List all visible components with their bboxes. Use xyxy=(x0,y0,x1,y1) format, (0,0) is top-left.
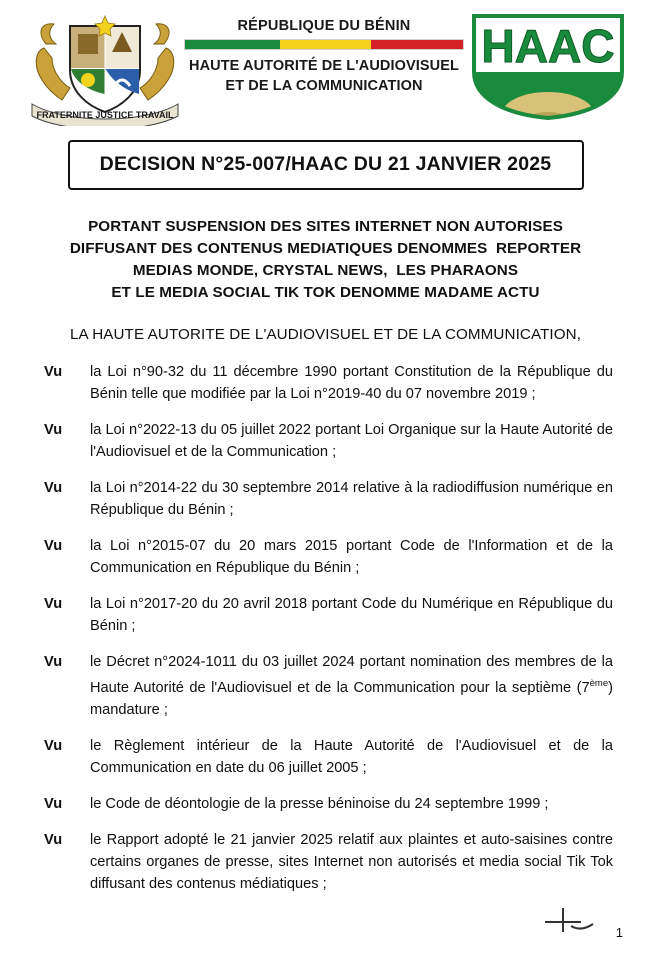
vu-text xyxy=(90,651,617,721)
republic-line: RÉPUBLIQUE DU BÉNIN xyxy=(237,18,411,34)
vu-item xyxy=(38,593,617,637)
vu-label: Vu xyxy=(44,596,63,612)
vu-item xyxy=(38,735,617,779)
authority-line-2: ET DE LA COMMUNICATION xyxy=(225,78,423,94)
haac-logo-text: HAAC xyxy=(481,20,615,72)
vu-text: le Rapport adopté le 21 janvier 2025 relatif aux plaintes et auto-saisines contre certains organes de presse, sites Internet non autorisés et media social Tik Tok diffusant des contenus médiatiques ; xyxy=(90,831,613,892)
vu-item xyxy=(38,535,617,579)
decision-title: DECISION N°25-007/HAAC DU 21 JANVIER 2025 xyxy=(99,153,552,175)
object-line-3: MEDIAS MONDE, CRYSTAL NEWS, LES PHARAONS xyxy=(132,262,519,279)
vu-text: la Loi n°2017-20 du 20 avril 2018 portant Code du Numérique en République du Bénin ; xyxy=(90,596,613,634)
vu-label: Vu xyxy=(44,480,63,496)
haac-logo xyxy=(464,10,632,118)
vu-text: le Règlement intérieur de la Haute Autorité de l'Audiovisuel et de la Communication en date du 06 juillet 2005 ; xyxy=(90,737,613,776)
flag-yellow-band xyxy=(280,40,372,49)
object-line-1: PORTANT SUSPENSION DES SITES INTERNET NON AUTORISES xyxy=(88,218,563,235)
vu-label: Vu xyxy=(44,654,63,670)
vu-label: Vu xyxy=(44,364,63,380)
flag-red-band xyxy=(371,40,463,49)
vu-label: Vu xyxy=(44,538,63,554)
authority-line-1: HAUTE AUTORITÉ DE L'AUDIOVISUEL xyxy=(189,58,459,74)
authority-statement: LA HAUTE AUTORITE DE L'AUDIOVISUEL ET DE LA COMMUNICATION, xyxy=(69,326,582,343)
vu-label: Vu xyxy=(44,831,63,848)
vu-label: Vu xyxy=(44,795,63,812)
vu-item xyxy=(38,793,617,815)
flag-green-band xyxy=(185,40,280,49)
vu-label: Vu xyxy=(44,422,63,438)
document-header xyxy=(26,0,625,126)
vu-item xyxy=(38,651,617,721)
vu-item xyxy=(38,361,617,405)
vu-item xyxy=(38,829,617,895)
vu-text: la Loi n°2014-22 du 30 septembre 2014 relative à la radiodiffusion numérique en République du Bénin ; xyxy=(90,480,613,518)
decision-object xyxy=(46,216,606,304)
object-line-4: ET LE MEDIA SOCIAL TIK TOK DENOMME MADAME ACTU xyxy=(111,284,540,301)
vu-item xyxy=(38,477,617,521)
vu-list xyxy=(26,361,625,895)
crest-motto-text: FRATERNITE JUSTICE TRAVAIL xyxy=(36,110,174,120)
page-number: 1 xyxy=(615,925,623,940)
vu-text: la Loi n°90-32 du 11 décembre 1990 portant Constitution de la République du Bénin telle que modifiée par la Loi n°2019-40 du 07 novembre 2019 ; xyxy=(90,364,613,402)
signature-mark-icon xyxy=(541,904,599,934)
vu-text-suffix: ) mandature ; xyxy=(90,679,613,718)
document-footer xyxy=(0,900,651,952)
benin-flag-bar xyxy=(184,39,464,50)
benin-coat-of-arms xyxy=(26,8,184,126)
vu-text: la Loi n°2015-07 du 20 mars 2015 portant Code de l'Information et de la Communication en République du Bénin ; xyxy=(90,538,613,576)
vu-text-prefix: le Décret n°2024-1011 du 03 juillet 2024 portant nomination des membres de la Haute Autorité de l'Audiovisuel et de la Communication pour la septième (7 xyxy=(90,654,613,696)
vu-text-superscript: ème xyxy=(589,678,609,689)
vu-text: le Code de déontologie de la presse béninoise du 24 septembre 1999 ; xyxy=(90,795,549,812)
decision-title-box xyxy=(68,140,584,190)
vu-text: la Loi n°2022-13 du 05 juillet 2022 portant Loi Organique sur la Haute Autorité de l'Audiovisuel et de la Communication ; xyxy=(90,422,613,460)
object-line-2: DIFFUSANT DES CONTENUS MEDIATIQUES DENOMMES REPORTER xyxy=(69,240,582,257)
header-text-block xyxy=(184,8,464,96)
vu-label: Vu xyxy=(44,737,63,754)
vu-item xyxy=(38,419,617,463)
